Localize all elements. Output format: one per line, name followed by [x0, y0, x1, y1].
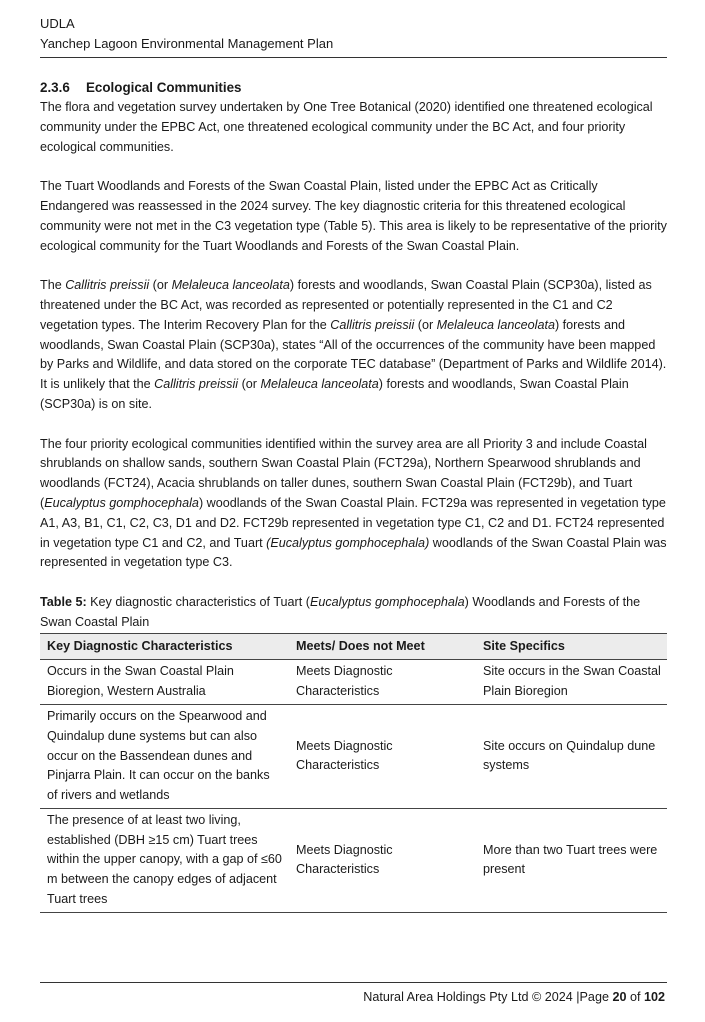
- section-title: Ecological Communities: [86, 80, 242, 95]
- footer-company: Natural Area Holdings Pty Ltd © 2024: [363, 990, 573, 1004]
- body-paragraph: [40, 276, 667, 415]
- footer-page-label: |Page: [576, 990, 609, 1004]
- table-cell: More than two Tuart trees were present: [476, 808, 667, 912]
- paragraph-text: ) forests and woodlands, Swan Coastal Plain (SCP30a) is on site.: [40, 377, 629, 411]
- footer-of-label: of: [629, 990, 641, 1004]
- table-row: [40, 660, 667, 705]
- table-cell: Occurs in the Swan Coastal Plain Bioregion, Western Australia: [40, 660, 289, 705]
- paragraph-text: woodlands of the Swan Coastal Plain was represented in vegetation type C3.: [40, 535, 667, 570]
- body-paragraph: [40, 435, 667, 574]
- paragraph-text: The four priority ecological communities identified within the survey area are all Priority 3 and include Coastal shrublands on shallow sands, southern Swan Coastal Plain (FCT29a), Northern Spearwood shrublands and woodlands (FCT24), Acacia shrublands on taller dunes, southern Swan Coastal Plain (FCT29b), and Tuart (: [40, 436, 647, 510]
- table-cell: Meets Diagnostic Characteristics: [289, 660, 476, 705]
- body-paragraph: [40, 177, 667, 256]
- table-cell: Meets Diagnostic Characteristics: [289, 808, 476, 912]
- footer-page-number: 20: [612, 990, 627, 1004]
- header-doc-title: Yanchep Lagoon Environmental Management Plan: [40, 36, 334, 51]
- paragraph-text: ) forests and woodlands, Swan Coastal Plain (SCP30a), states “All of the occurrences of the community have been mapped by Parks and Wildlife, and data stored on the corporate TEC database” (Department of Parks and Wildlife 2014). It is unlikely that the: [40, 317, 667, 392]
- paragraph-text: The Tuart Woodlands and Forests of the Swan Coastal Plain, listed under the EPBC Act as Critically Endangered was reassessed in the 2024 survey. The key diagnostic criteria for this threatened ecological community were not met in the C3 vegetation type (Table 5). This area is likely to be representative of the priority ecological community for the Tuart Woodlands and Forests of the Swan Coastal Plain.: [40, 179, 667, 253]
- table-cell: The presence of at least two living, established (DBH ≥15 cm) Tuart trees within the upper canopy, with a gap of ≤60 m between the canopy edges of adjacent Tuart trees: [40, 808, 289, 912]
- section-number: 2.3.6: [40, 80, 70, 95]
- italic-text: Melaleuca lanceolata: [171, 278, 290, 293]
- italic-text: Melaleuca lanceolata: [260, 377, 379, 392]
- body-paragraph: [40, 98, 667, 157]
- page-footer: [363, 987, 665, 1007]
- table-row: [40, 704, 667, 808]
- paragraph-text: (or: [414, 317, 437, 332]
- italic-text: Melaleuca lanceolata: [436, 317, 555, 332]
- table-row: [40, 808, 667, 912]
- paragraph-text: ) woodlands of the Swan Coastal Plain. FCT29a was represented in vegetation type A1, A3, B1, C1, C2, C3, D1 and D2. FCT29b represented in vegetation type C1, C2 and D1. FCT24 represented in vegetation type C1 and C2, and Tuart: [40, 495, 666, 550]
- paragraph-text: The: [40, 278, 66, 293]
- body-paragraphs: [40, 98, 667, 573]
- paragraph-text: ) forests and woodlands, Swan Coastal Plain (SCP30a), listed as threatened under the BC Act, was recorded as represented or potentially represented in the C1 and C2 vegetation types. The Interim Recovery Plan for the: [40, 278, 652, 332]
- table-caption-label: Table 5:: [40, 594, 87, 609]
- header-divider: [40, 57, 667, 58]
- table-cell: Site occurs on Quindalup dune systems: [476, 704, 667, 808]
- footer-total-pages: 102: [643, 990, 665, 1004]
- table-cell: Meets Diagnostic Characteristics: [289, 704, 476, 808]
- paragraph-text: The flora and vegetation survey undertaken by One Tree Botanical (2020) identified one threatened ecological community under the EPBC Act, one threatened ecological community under the BC Act, and four priority ecological communities.: [40, 100, 653, 154]
- section-heading: [40, 78, 667, 98]
- main-content: [40, 78, 667, 913]
- page-header: [40, 14, 667, 54]
- italic-text: Callitris preissii: [154, 377, 239, 392]
- table-caption: [40, 593, 667, 633]
- table-caption-italic: Eucalyptus gomphocephala: [309, 594, 465, 609]
- table-cell: Site occurs in the Swan Coastal Plain Bioregion: [476, 660, 667, 705]
- table-caption-text-after: ) Woodlands and Forests of the Swan Coastal Plain: [40, 594, 641, 629]
- italic-text: (Eucalyptus gomphocephala): [266, 535, 430, 550]
- footer-divider: [40, 982, 667, 983]
- paragraph-text: (or: [238, 377, 261, 392]
- table-header-cell: Site Specifics: [476, 633, 667, 660]
- header-org: UDLA: [40, 16, 75, 31]
- paragraph-text: (or: [149, 278, 172, 293]
- table-header-cell: Meets/ Does not Meet: [289, 633, 476, 660]
- table-header-row: [40, 633, 667, 660]
- diagnostic-table: [40, 633, 667, 913]
- italic-text: Eucalyptus gomphocephala: [44, 495, 199, 510]
- italic-text: Callitris preissii: [65, 278, 150, 293]
- table-header-cell: Key Diagnostic Characteristics: [40, 633, 289, 660]
- italic-text: Callitris preissii: [330, 317, 415, 332]
- table-cell: Primarily occurs on the Spearwood and Quindalup dune systems but can also occur on the Bassendean dunes and Pinjarra Plain. It can occur on the banks of rivers and wetlands: [40, 704, 289, 808]
- table-caption-text-before: Key diagnostic characteristics of Tuart (: [86, 594, 310, 609]
